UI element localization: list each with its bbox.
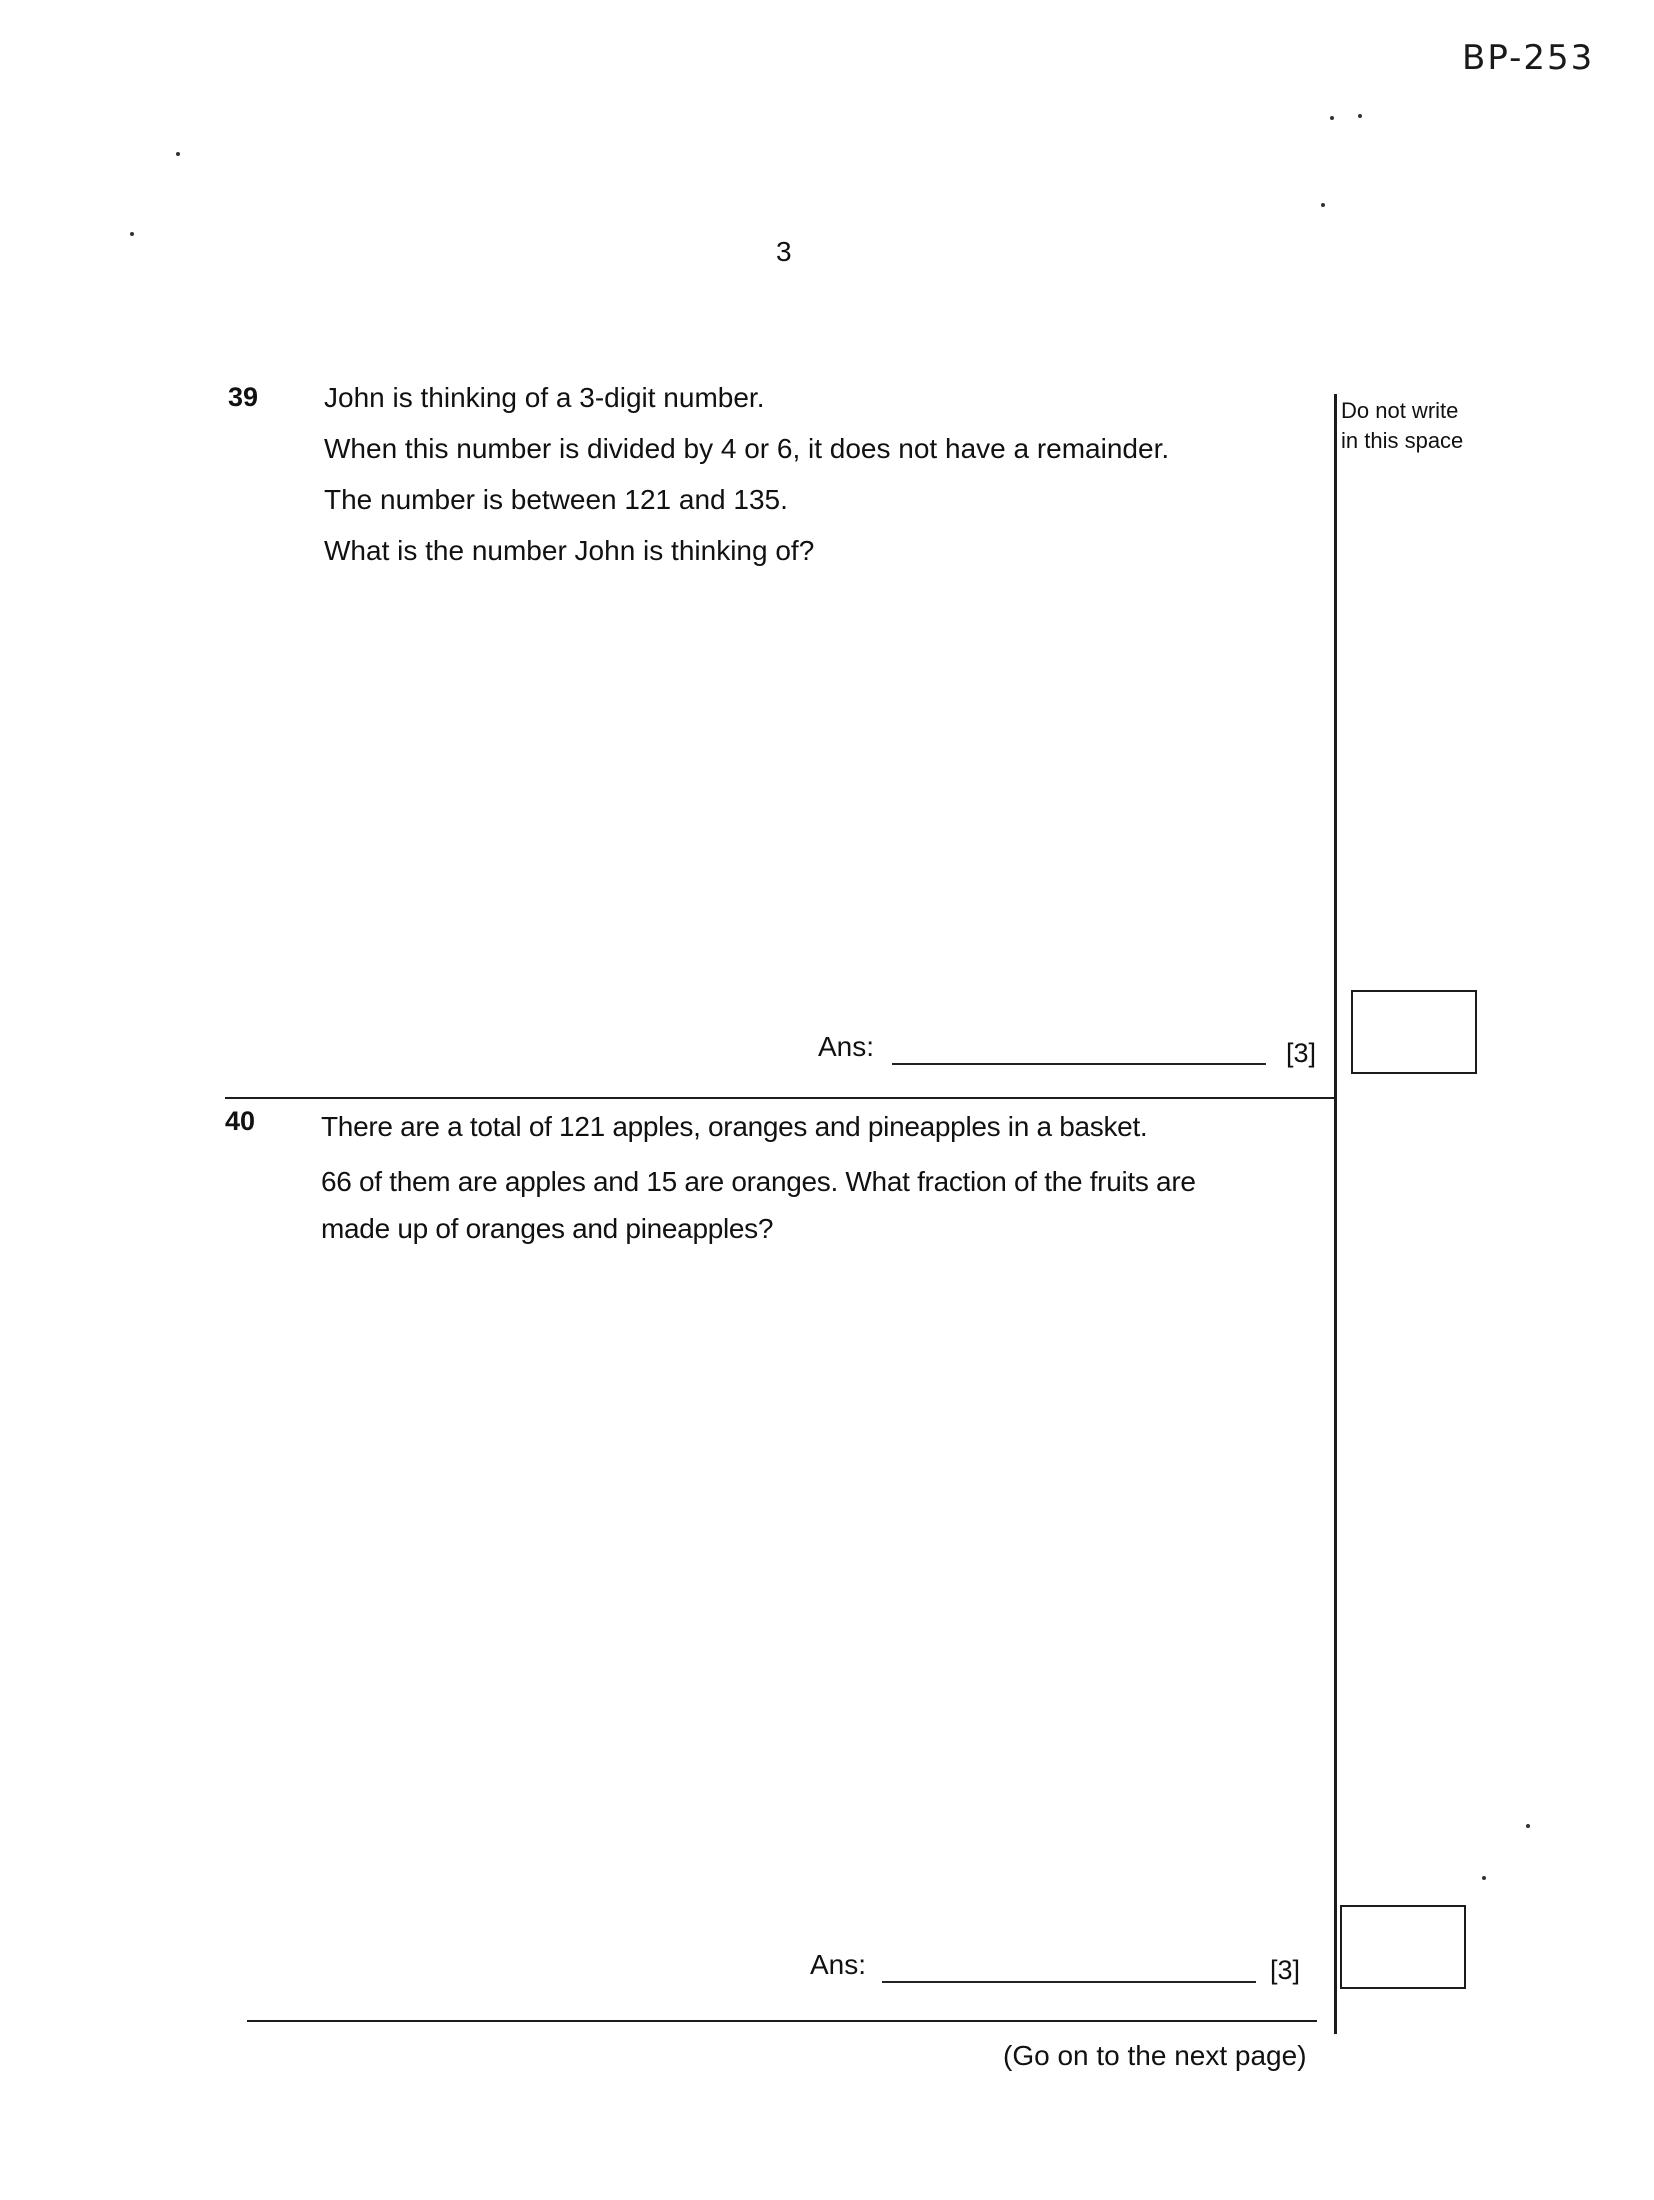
paper-code: BP-253	[1462, 38, 1595, 78]
scan-speck	[1358, 114, 1362, 118]
margin-note	[1341, 396, 1501, 456]
question-text-line: made up of oranges and pineapples?	[321, 1213, 774, 1244]
margin-note-line: Do not write	[1341, 398, 1459, 423]
question-text-line: What is the number John is thinking of?	[324, 535, 815, 566]
score-box[interactable]	[1351, 990, 1477, 1074]
answer-label: Ans:	[818, 1031, 875, 1062]
scan-speck	[176, 152, 180, 156]
question-text-line: There are a total of 121 apples, oranges and pineapples in a basket.	[321, 1111, 1148, 1142]
marks-label: [3]	[1286, 1038, 1317, 1068]
answer-line[interactable]	[892, 1063, 1266, 1065]
question-number: 40	[225, 1106, 256, 1136]
question-text-line: When this number is divided by 4 or 6, it does not have a remainder.	[324, 433, 1170, 464]
scan-speck	[1482, 1876, 1486, 1880]
question-number: 39	[228, 382, 259, 412]
question-divider	[225, 1097, 1335, 1099]
next-page-note: (Go on to the next page)	[1003, 2040, 1307, 2071]
marks-label: [3]	[1270, 1955, 1301, 1985]
scan-speck	[1321, 203, 1325, 207]
scan-speck	[1526, 1824, 1530, 1828]
question-text-line: John is thinking of a 3-digit number.	[324, 382, 765, 413]
scan-speck	[1330, 116, 1334, 120]
bottom-rule	[247, 2020, 1317, 2022]
margin-rule	[1334, 394, 1337, 2034]
margin-note-line: in this space	[1341, 428, 1464, 453]
question-text-line: The number is between 121 and 135.	[324, 484, 788, 515]
score-box[interactable]	[1340, 1905, 1466, 1989]
answer-line[interactable]	[882, 1981, 1256, 1983]
answer-label: Ans:	[810, 1949, 867, 1980]
question-text-line: 66 of them are apples and 15 are oranges. What fraction of the fruits are	[321, 1166, 1196, 1197]
page-number: 3	[776, 236, 792, 267]
scan-speck	[130, 232, 134, 236]
